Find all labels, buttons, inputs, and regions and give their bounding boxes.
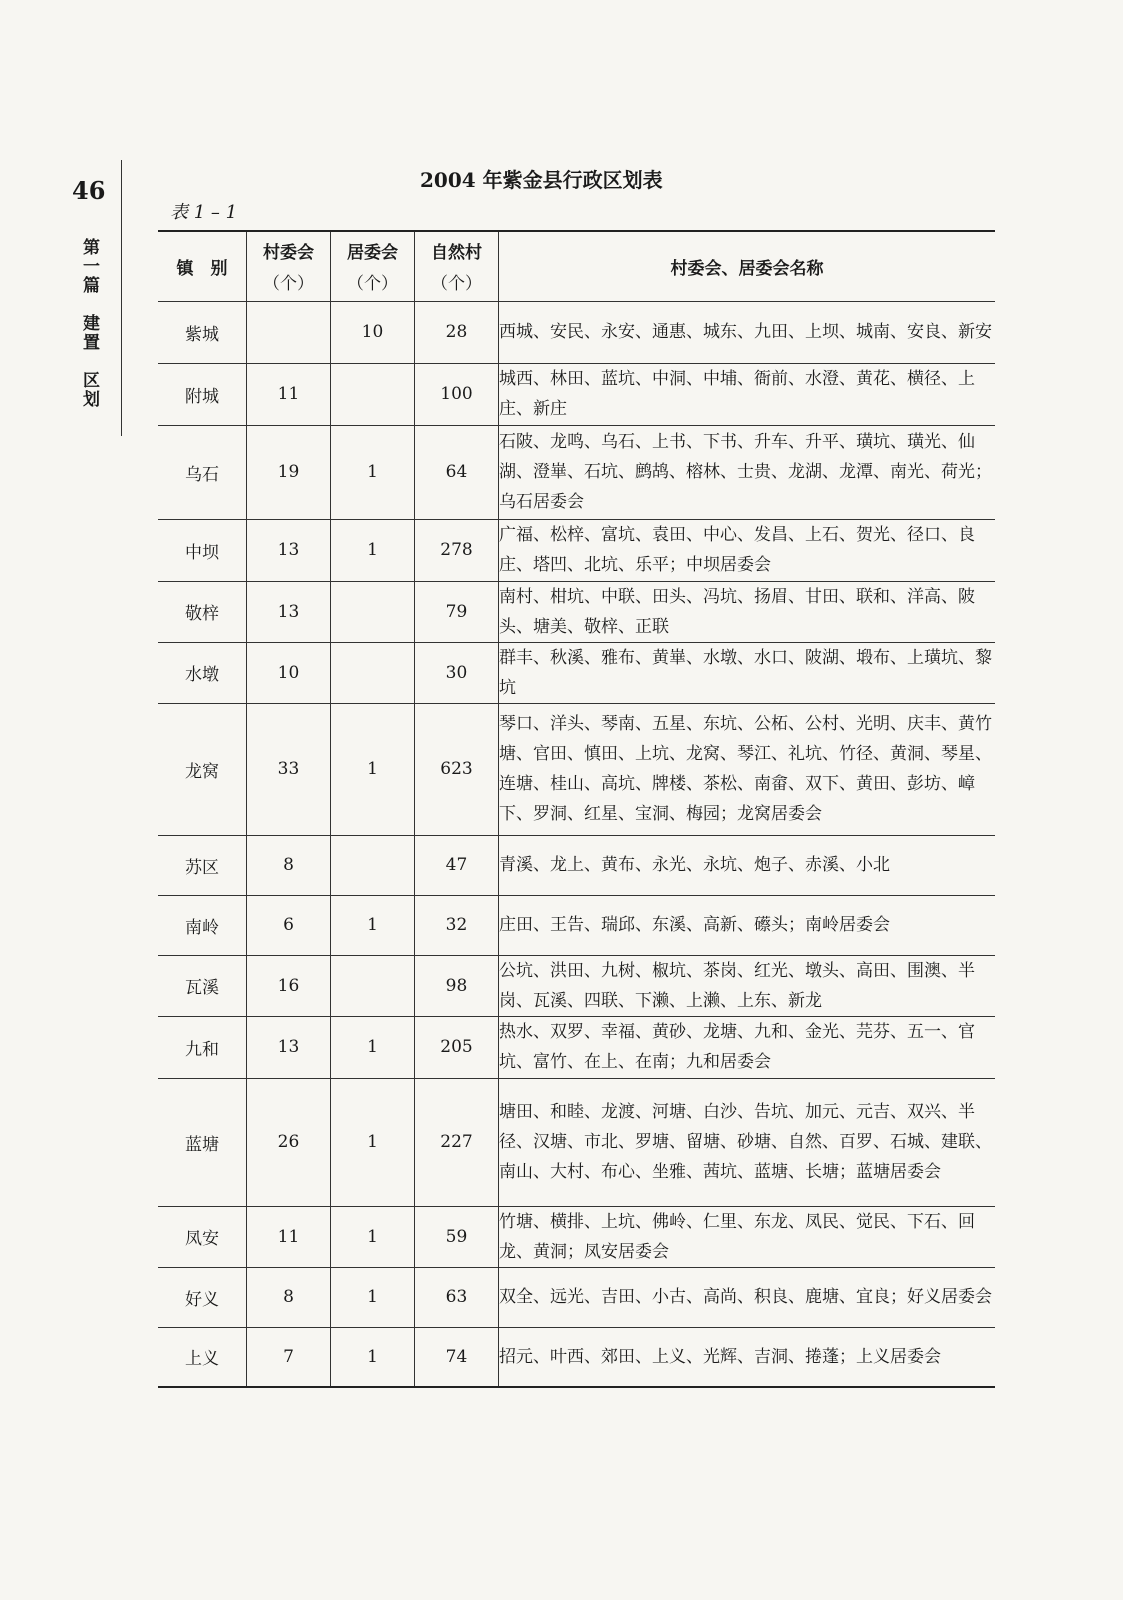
resident-count-cell xyxy=(331,363,415,425)
village-count-cell xyxy=(247,301,331,363)
town-cell: 中坝 xyxy=(158,519,247,581)
resident-count-cell: 10 xyxy=(331,301,415,363)
names-cell: 南村、柑坑、中联、田头、冯坑、扬眉、甘田、联和、洋高、陂头、塘美、敬梓、正联 xyxy=(499,581,996,642)
natural-village-count-cell: 28 xyxy=(415,301,499,363)
natural-village-count-cell: 623 xyxy=(415,703,499,835)
village-count-cell: 8 xyxy=(247,1267,331,1327)
names-cell: 招元、叶西、郊田、上义、光辉、吉洞、捲蓬；上义居委会 xyxy=(499,1327,996,1387)
resident-count-cell xyxy=(331,955,415,1016)
village-count-cell: 13 xyxy=(247,1016,331,1078)
table-row xyxy=(158,703,995,835)
resident-count-cell: 1 xyxy=(331,1267,415,1327)
table-row xyxy=(158,1206,995,1267)
names-cell: 广福、松梓、富坑、袁田、中心、发昌、上石、贺光、径口、良庄、塔凹、北坑、乐平；中坝居委会 xyxy=(499,519,996,581)
natural-village-count-cell: 59 xyxy=(415,1206,499,1267)
village-count-cell: 16 xyxy=(247,955,331,1016)
town-cell: 上义 xyxy=(158,1327,247,1387)
natural-village-count-cell: 278 xyxy=(415,519,499,581)
natural-village-count-cell: 74 xyxy=(415,1327,499,1387)
town-cell: 凤安 xyxy=(158,1206,247,1267)
table-row xyxy=(158,1078,995,1206)
header-resident: 居委会 （个） xyxy=(331,231,415,301)
resident-count-cell: 1 xyxy=(331,425,415,519)
table-row xyxy=(158,895,995,955)
table-row xyxy=(158,642,995,703)
resident-count-cell xyxy=(331,642,415,703)
natural-village-count-cell: 205 xyxy=(415,1016,499,1078)
table-row xyxy=(158,835,995,895)
town-cell: 瓦溪 xyxy=(158,955,247,1016)
header-natural: 自然村 （个） xyxy=(415,231,499,301)
village-count-cell: 11 xyxy=(247,1206,331,1267)
town-cell: 好义 xyxy=(158,1267,247,1327)
table-row xyxy=(158,425,995,519)
village-count-cell: 7 xyxy=(247,1327,331,1387)
town-cell: 九和 xyxy=(158,1016,247,1078)
natural-village-count-cell: 100 xyxy=(415,363,499,425)
section-label: 第一篇 建置 区划 xyxy=(79,238,99,409)
names-cell: 西城、安民、永安、通惠、城东、九田、上坝、城南、安良、新安 xyxy=(499,301,996,363)
natural-village-count-cell: 64 xyxy=(415,425,499,519)
village-count-cell: 19 xyxy=(247,425,331,519)
names-cell: 青溪、龙上、黄布、永光、永坑、炮子、赤溪、小北 xyxy=(499,835,996,895)
town-cell: 龙窝 xyxy=(158,703,247,835)
resident-count-cell: 1 xyxy=(331,1206,415,1267)
names-cell: 双全、远光、吉田、小古、高尚、积良、鹿塘、宜良；好义居委会 xyxy=(499,1267,996,1327)
resident-count-cell xyxy=(331,581,415,642)
resident-count-cell: 1 xyxy=(331,519,415,581)
table-number: 表 1 – 1 xyxy=(170,202,238,223)
town-cell: 水墩 xyxy=(158,642,247,703)
village-count-cell: 8 xyxy=(247,835,331,895)
town-cell: 蓝塘 xyxy=(158,1078,247,1206)
village-count-cell: 10 xyxy=(247,642,331,703)
natural-village-count-cell: 47 xyxy=(415,835,499,895)
natural-village-count-cell: 227 xyxy=(415,1078,499,1206)
village-count-cell: 6 xyxy=(247,895,331,955)
resident-count-cell: 1 xyxy=(331,1016,415,1078)
names-cell: 琴口、洋头、琴南、五星、东坑、公柘、公村、光明、庆丰、黄竹塘、官田、慎田、上坑、龙窝、琴江、礼坑、竹径、黄洞、琴星、连塘、桂山、高坑、牌楼、茶松、南畲、双下、黄田、彭坊、嶂下、罗洞、红星、宝洞、梅园；龙窝居委会 xyxy=(499,703,996,835)
table-row xyxy=(158,363,995,425)
village-count-cell: 33 xyxy=(247,703,331,835)
town-cell: 附城 xyxy=(158,363,247,425)
margin-divider xyxy=(121,160,122,436)
table-row xyxy=(158,955,995,1016)
table-row xyxy=(158,301,995,363)
village-count-cell: 13 xyxy=(247,519,331,581)
names-cell: 庄田、王告、瑞邱、东溪、高新、礤头；南岭居委会 xyxy=(499,895,996,955)
table-row xyxy=(158,1327,995,1387)
names-cell: 竹塘、横排、上坑、佛岭、仁里、东龙、凤民、觉民、下石、回龙、黄洞；凤安居委会 xyxy=(499,1206,996,1267)
table-row xyxy=(158,1267,995,1327)
names-cell: 城西、林田、蓝坑、中洞、中埔、衙前、水澄、黄花、横径、上庄、新庄 xyxy=(499,363,996,425)
page-title: 2004 年紫金县行政区划表 xyxy=(420,168,663,192)
header-town: 镇 别 xyxy=(158,231,247,301)
town-cell: 紫城 xyxy=(158,301,247,363)
natural-village-count-cell: 30 xyxy=(415,642,499,703)
names-cell: 塘田、和睦、龙渡、河塘、白沙、告坑、加元、元吉、双兴、半径、汉塘、市北、罗塘、留塘、砂塘、自然、百罗、石城、建联、南山、大村、布心、坐雅、茜坑、蓝塘、长塘；蓝塘居委会 xyxy=(499,1078,996,1206)
resident-count-cell: 1 xyxy=(331,703,415,835)
village-count-cell: 11 xyxy=(247,363,331,425)
names-cell: 群丰、秋溪、雅布、黄崋、水墩、水口、陂湖、塅布、上璜坑、黎坑 xyxy=(499,642,996,703)
table-row xyxy=(158,519,995,581)
village-count-cell: 13 xyxy=(247,581,331,642)
town-cell: 苏区 xyxy=(158,835,247,895)
page-number: 46 xyxy=(72,176,106,205)
header-village: 村委会 （个） xyxy=(247,231,331,301)
header-names: 村委会、居委会名称 xyxy=(499,231,996,301)
names-cell: 石陂、龙鸣、乌石、上书、下书、升车、升平、璜坑、璜光、仙湖、澄崋、石坑、鹧鸪、榕林、士贵、龙湖、龙潭、南光、荷光；乌石居委会 xyxy=(499,425,996,519)
natural-village-count-cell: 32 xyxy=(415,895,499,955)
table-row xyxy=(158,581,995,642)
resident-count-cell xyxy=(331,835,415,895)
table-row xyxy=(158,1016,995,1078)
names-cell: 热水、双罗、幸福、黄砂、龙塘、九和、金光、芫芬、五一、官坑、富竹、在上、在南；九和居委会 xyxy=(499,1016,996,1078)
town-cell: 敬梓 xyxy=(158,581,247,642)
resident-count-cell: 1 xyxy=(331,895,415,955)
natural-village-count-cell: 63 xyxy=(415,1267,499,1327)
town-cell: 南岭 xyxy=(158,895,247,955)
natural-village-count-cell: 98 xyxy=(415,955,499,1016)
names-cell: 公坑、洪田、九树、椒坑、茶岗、红光、墩头、高田、围澳、半岗、瓦溪、四联、下濑、上濑、上东、新龙 xyxy=(499,955,996,1016)
admin-division-table xyxy=(158,230,995,1388)
natural-village-count-cell: 79 xyxy=(415,581,499,642)
resident-count-cell: 1 xyxy=(331,1078,415,1206)
resident-count-cell: 1 xyxy=(331,1327,415,1387)
town-cell: 乌石 xyxy=(158,425,247,519)
village-count-cell: 26 xyxy=(247,1078,331,1206)
